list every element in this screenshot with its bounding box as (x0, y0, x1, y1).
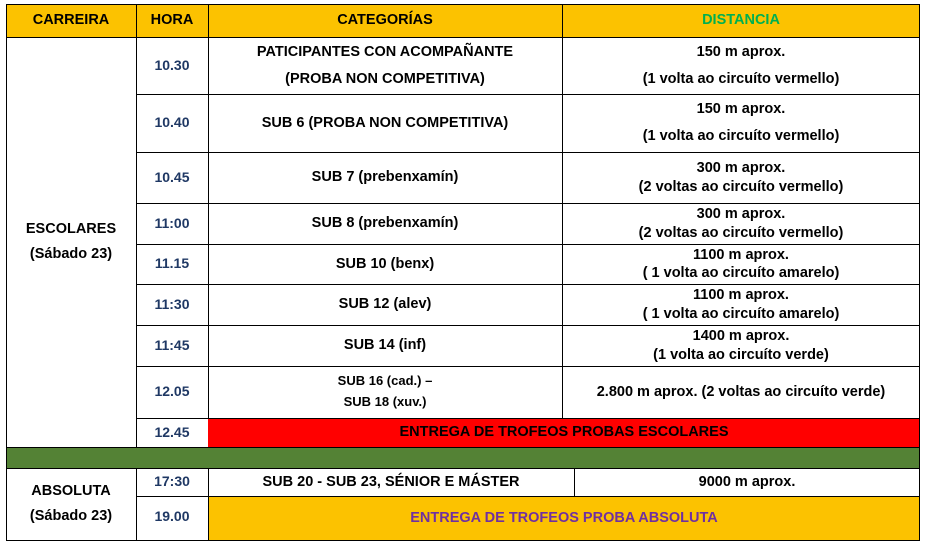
grid-line (919, 4, 920, 541)
header-distancia (562, 4, 920, 37)
row-distance (562, 37, 920, 94)
grid-line (136, 325, 920, 326)
header-categorias-text: CATEGORÍAS (337, 12, 433, 29)
header-distancia-text: DISTANCIA (702, 12, 780, 29)
category-line: SUB 14 (inf) (343, 337, 427, 354)
grid-line (136, 203, 920, 204)
grid-line (136, 496, 920, 497)
row-time (136, 325, 208, 366)
trophy-time (136, 418, 208, 447)
grid-line (136, 152, 920, 153)
grid-line (6, 37, 920, 38)
row-time (136, 468, 208, 496)
distance-line: 1100 m aprox. (693, 287, 789, 304)
category-line: SUB 8 (prebenxamín) (311, 215, 459, 232)
row-category (208, 94, 562, 152)
time-text: 10.45 (154, 168, 190, 185)
distance-line: 1100 m aprox. (693, 246, 789, 263)
grid-line (136, 366, 920, 367)
category-line: SUB 6 (PROBA NON COMPETITIVA) (261, 114, 509, 131)
row-category (208, 366, 562, 418)
distance-line: (1 volta ao circuíto vermello) (642, 128, 840, 144)
distance-line: (1 volta ao circuíto verde) (653, 346, 829, 363)
trophy-absoluta-text: ENTREGA DE TROFEOS PROBA ABSOLUTA (410, 509, 718, 526)
distance-line: (2 voltas ao circuíto vermello) (638, 178, 844, 195)
header-hora (136, 4, 208, 37)
time-text: 11:00 (154, 214, 190, 231)
category-line: SUB 7 (prebenxamín) (311, 169, 459, 186)
grid-line (6, 447, 920, 448)
row-distance (562, 244, 920, 284)
row-time (136, 37, 208, 94)
grid-line (208, 4, 209, 418)
grid-line (208, 468, 209, 540)
distance-line: 150 m aprox. (696, 101, 786, 118)
time-text: 19.00 (154, 508, 190, 524)
category-line: PATICIPANTES CON ACOMPAÑANTE (256, 43, 514, 60)
header-categorias (208, 4, 562, 37)
row-time (136, 244, 208, 284)
row-category (208, 203, 562, 244)
escolares-date: (Sábado 23) (29, 246, 113, 262)
row-time (136, 366, 208, 418)
grid-line (6, 468, 920, 469)
header-carreira (6, 4, 136, 37)
distance-line: 2.800 m aprox. (2 voltas ao circuíto verde) (596, 383, 886, 400)
category-line: SUB 20 - SUB 23, SÉNIOR E MÁSTER (262, 473, 520, 490)
grid-line (136, 284, 920, 285)
escolares-label-cell (6, 37, 136, 447)
grid-line (136, 244, 920, 245)
row-category (208, 152, 562, 203)
grid-line (562, 4, 563, 418)
distance-line: 300 m aprox. (696, 206, 786, 223)
category-line: SUB 16 (cad.) – (337, 373, 433, 389)
grid-line (136, 94, 920, 95)
distance-line: ( 1 volta ao circuíto amarelo) (642, 305, 840, 322)
time-text: 12.05 (154, 383, 190, 400)
row-time (136, 203, 208, 244)
distance-line: 1400 m aprox. (692, 328, 790, 345)
category-line: SUB 10 (benx) (335, 255, 435, 272)
time-text: 10.30 (154, 56, 190, 73)
row-distance (562, 152, 920, 203)
grid-line (6, 4, 7, 541)
trophy-escolares-banner (208, 418, 920, 447)
header-hora-text: HORA (150, 12, 194, 29)
row-time (136, 94, 208, 152)
time-text: 11.15 (154, 255, 190, 272)
grid-line (136, 418, 920, 419)
row-category (208, 325, 562, 366)
distance-line: 150 m aprox. (696, 43, 786, 60)
absoluta-label: ABSOLUTA (31, 482, 111, 499)
time-text: 12.45 (154, 423, 190, 440)
time-text: 11:45 (154, 336, 190, 353)
distance-line: (2 voltas ao circuíto vermello) (638, 224, 844, 241)
absoluta-date: (Sábado 23) (29, 508, 113, 524)
time-text: 17:30 (154, 473, 190, 490)
absoluta-distance (574, 468, 920, 496)
escolares-label: ESCOLARES (25, 220, 117, 237)
row-category (208, 244, 562, 284)
absoluta-category (208, 468, 574, 496)
row-category (208, 284, 562, 325)
grid-line (136, 4, 137, 447)
time-text: 11:30 (154, 295, 190, 312)
section-separator (6, 447, 920, 468)
row-distance (562, 325, 920, 366)
trophy-escolares-text: ENTREGA DE TROFEOS PROBAS ESCOLARES (399, 424, 729, 441)
row-distance (562, 284, 920, 325)
row-distance (562, 94, 920, 152)
distance-line: 300 m aprox. (696, 160, 786, 177)
row-time (136, 284, 208, 325)
row-distance (562, 203, 920, 244)
grid-line (6, 4, 920, 5)
grid-line (574, 468, 575, 496)
distance-line: (1 volta ao circuíto vermello) (642, 70, 840, 87)
row-time (136, 152, 208, 203)
category-line: SUB 18 (xuv.) (343, 394, 427, 409)
category-line: SUB 12 (alev) (338, 296, 432, 313)
trophy-time (136, 496, 208, 540)
row-category (208, 37, 562, 94)
category-line: (PROBA NON COMPETITIVA) (285, 70, 485, 87)
header-carreira-text: CARREIRA (32, 12, 110, 29)
absoluta-label-cell (6, 468, 136, 540)
grid-line (136, 468, 137, 540)
grid-line (6, 540, 920, 541)
time-text: 10.40 (154, 114, 190, 131)
distance-line: ( 1 volta ao circuíto amarelo) (642, 265, 840, 281)
trophy-absoluta-banner (208, 496, 920, 540)
row-distance (562, 366, 920, 418)
distance-line: 9000 m aprox. (698, 473, 796, 490)
